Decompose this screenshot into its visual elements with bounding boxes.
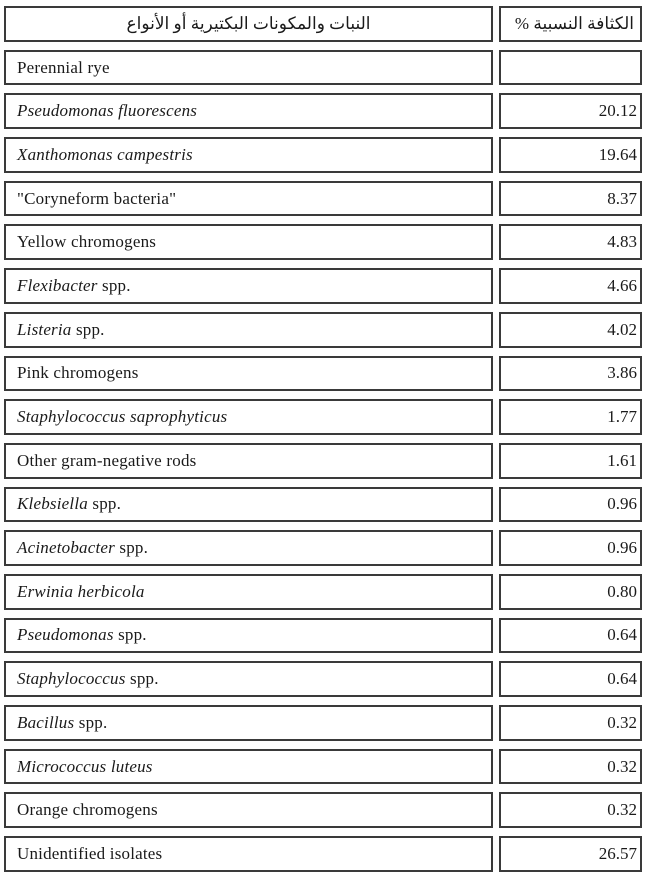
- table-row: [4, 133, 642, 177]
- name-cell: [4, 836, 493, 872]
- header-cell-name: [4, 6, 493, 42]
- organism-name-italic: Pseudomonas fluorescens: [17, 101, 198, 121]
- name-cell: [4, 487, 493, 523]
- table-header-row: [4, 2, 642, 46]
- value-cell: [499, 399, 642, 435]
- organism-name-italic: Bacillus: [17, 712, 75, 732]
- name-cell: [4, 399, 493, 435]
- organism-name-suffix: spp.: [97, 275, 131, 295]
- table-row: [4, 395, 642, 439]
- organism-name-suffix: spp.: [125, 669, 159, 689]
- organism-name-plain: Other gram-negative rods: [17, 450, 197, 470]
- organism-name-italic: Micrococcus luteus: [17, 756, 153, 776]
- name-cell: [4, 749, 493, 785]
- value-cell: [499, 705, 642, 741]
- organism-name-italic: Staphylococcus saprophyticus: [17, 407, 228, 427]
- organism-name-plain: Orange chromogens: [17, 800, 158, 820]
- table-row: [4, 657, 642, 701]
- relative-density-value: 0.64: [607, 625, 637, 645]
- organism-name-italic: Xanthomonas campestris: [17, 144, 193, 164]
- organism-name-plain: Perennial rye: [17, 57, 110, 77]
- organism-name: [17, 363, 139, 383]
- name-cell: [4, 574, 493, 610]
- table-row: [4, 308, 642, 352]
- value-cell: [499, 356, 642, 392]
- organism-name-suffix: spp.: [71, 319, 105, 339]
- relative-density-value: 19.64: [598, 144, 637, 164]
- organism-name: [17, 844, 162, 864]
- organism-name-plain: "Coryneform bacteria": [17, 188, 177, 208]
- organism-name-plain: Unidentified isolates: [17, 843, 163, 863]
- organism-name-italic: Flexibacter: [17, 275, 98, 295]
- organism-name: [17, 494, 121, 514]
- header-cell-value: [499, 6, 642, 42]
- organism-name-suffix: spp.: [113, 625, 147, 645]
- table-row: [4, 614, 642, 658]
- value-cell: [499, 530, 642, 566]
- table-row: [4, 439, 642, 483]
- name-cell: [4, 356, 493, 392]
- table-row: [4, 788, 642, 832]
- organism-name: [17, 451, 196, 471]
- relative-density-value: 8.37: [607, 188, 637, 208]
- value-cell: [499, 661, 642, 697]
- table-row: [4, 352, 642, 396]
- relative-density-value: 3.86: [607, 363, 637, 383]
- table-row: [4, 46, 642, 90]
- organism-name-suffix: spp.: [87, 494, 122, 514]
- organism-name: [17, 800, 158, 820]
- header-value-label: الكثافة النسبية %: [514, 13, 634, 33]
- name-cell: [4, 530, 493, 566]
- table-row: [4, 701, 642, 745]
- table-row: [4, 832, 642, 876]
- organism-name: [17, 145, 193, 165]
- value-cell: [499, 268, 642, 304]
- organism-name: [17, 625, 147, 645]
- table-body: [4, 46, 642, 876]
- organism-name: [17, 669, 159, 689]
- value-cell: [499, 487, 642, 523]
- relative-density-value: 0.32: [607, 800, 637, 820]
- value-cell: [499, 749, 642, 785]
- table-row: [4, 220, 642, 264]
- name-cell: [4, 93, 493, 129]
- relative-density-value: 4.83: [607, 232, 637, 252]
- value-cell: [499, 224, 642, 260]
- organism-name: [17, 276, 131, 296]
- organism-name: [17, 538, 148, 558]
- table-row: [4, 89, 642, 133]
- value-cell: [499, 574, 642, 610]
- value-cell: [499, 137, 642, 173]
- relative-density-value: 20.12: [598, 101, 637, 121]
- name-cell: [4, 50, 493, 86]
- organism-name-suffix: spp.: [114, 538, 149, 558]
- organism-name: [17, 320, 105, 340]
- table-row: [4, 177, 642, 221]
- value-cell: [499, 618, 642, 654]
- name-cell: [4, 705, 493, 741]
- organism-name: [17, 757, 153, 777]
- bacteria-density-table: [4, 2, 642, 876]
- name-cell: [4, 181, 493, 217]
- organism-name: [17, 407, 227, 427]
- organism-name: [17, 101, 197, 121]
- table-row: [4, 745, 642, 789]
- value-cell: [499, 181, 642, 217]
- organism-name-italic: Klebsiella: [17, 494, 88, 514]
- relative-density-value: 0.64: [607, 669, 637, 689]
- name-cell: [4, 443, 493, 479]
- organism-name-plain: Yellow chromogens: [17, 232, 157, 252]
- relative-density-value: 26.57: [598, 843, 637, 863]
- organism-name: [17, 58, 110, 78]
- relative-density-value: 0.32: [607, 756, 637, 776]
- relative-density-value: 0.96: [607, 538, 637, 558]
- name-cell: [4, 137, 493, 173]
- organism-name-plain: Pink chromogens: [17, 363, 139, 383]
- name-cell: [4, 792, 493, 828]
- organism-name-italic: Erwinia herbicola: [17, 581, 145, 601]
- table-row: [4, 264, 642, 308]
- relative-density-value: 1.77: [607, 407, 637, 427]
- organism-name-italic: Staphylococcus: [17, 669, 126, 689]
- organism-name-italic: Listeria: [17, 319, 72, 339]
- value-cell: [499, 93, 642, 129]
- relative-density-value: 0.96: [607, 494, 637, 514]
- relative-density-value: 0.80: [607, 581, 637, 601]
- name-cell: [4, 312, 493, 348]
- name-cell: [4, 224, 493, 260]
- organism-name: [17, 713, 107, 733]
- name-cell: [4, 618, 493, 654]
- relative-density-value: 0.32: [607, 712, 637, 732]
- name-cell: [4, 268, 493, 304]
- value-cell: [499, 312, 642, 348]
- relative-density-value: 4.66: [607, 275, 637, 295]
- organism-name-italic: Pseudomonas: [17, 625, 114, 645]
- table-row: [4, 570, 642, 614]
- organism-name-italic: Acinetobacter: [17, 538, 115, 558]
- value-cell: [499, 50, 642, 86]
- organism-name-suffix: spp.: [74, 712, 108, 732]
- header-name-label: النبات والمكونات البكتيرية أو الأنواع: [126, 13, 371, 33]
- table-row: [4, 526, 642, 570]
- relative-density-value: 1.61: [607, 450, 637, 470]
- value-cell: [499, 836, 642, 872]
- value-cell: [499, 443, 642, 479]
- organism-name: [17, 582, 145, 602]
- organism-name: [17, 232, 156, 252]
- value-cell: [499, 792, 642, 828]
- name-cell: [4, 661, 493, 697]
- relative-density-value: 4.02: [607, 319, 637, 339]
- table-row: [4, 483, 642, 527]
- organism-name: [17, 189, 176, 209]
